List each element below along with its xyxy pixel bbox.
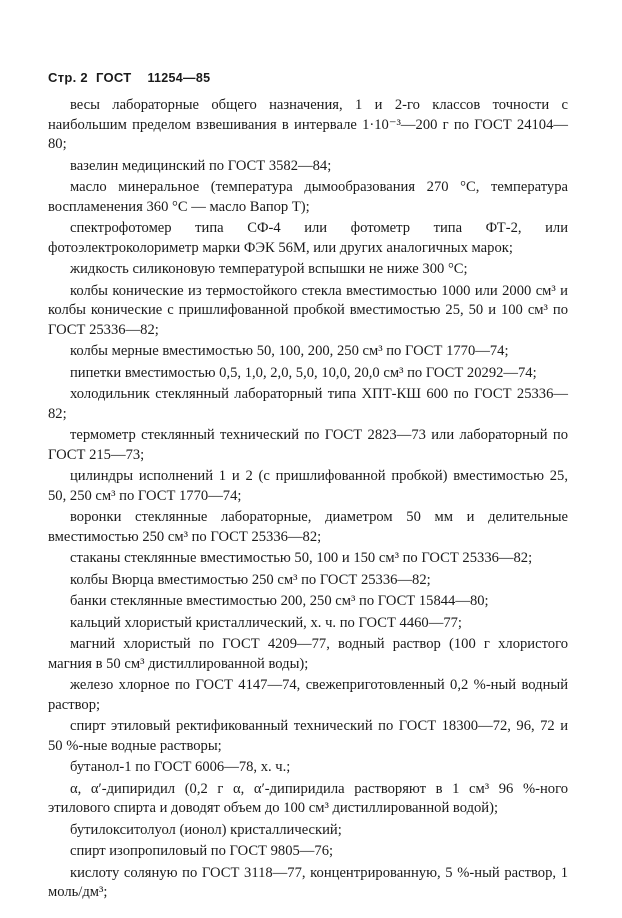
list-item: α, α′-дипиридил (0,2 г α, α′-дипиридила растворяют в 1 см³ 96 %-ного этилового спирта и доводят объем до 100 см³ дистиллированной водой); xyxy=(48,780,568,816)
standard-number: 11254—85 xyxy=(147,71,211,85)
list-item: масло минеральное (температура дымообразования 270 °С, температура воспламенения 360 °С — масло Вапор Т); xyxy=(48,179,568,215)
list-item: бутилокситолуол (ионол) кристаллический; xyxy=(70,821,342,838)
list-item: пипетки вместимостью 0,5, 1,0, 2,0, 5,0, 10,0, 20,0 см³ по ГОСТ 20292—74; xyxy=(70,364,537,381)
list-item: кальций хлористый кристаллический, х. ч. по ГОСТ 4460—77; xyxy=(70,614,462,631)
list-item: колбы мерные вместимостью 50, 100, 200, 250 см³ по ГОСТ 1770—74; xyxy=(70,343,509,359)
list-item: весы лабораторные общего назначения, 1 и 2-го классов точности с наибольшим пределом взвешивания в интервале 1·10⁻³—200 г по ГОСТ 24104—80; xyxy=(48,97,568,152)
list-item: спектрофотомер типа СФ-4 или фотометр типа ФТ-2, или фотоэлектроколориметр марки ФЭК 56М, или других аналогичных марок; xyxy=(48,220,568,256)
page-number-label: Стр. 2 xyxy=(48,70,88,85)
list-item: спирт этиловый ректификованный технический по ГОСТ 18300—72, 96, 72 и 50 %-ные водные растворы; xyxy=(48,718,568,754)
list-item: спирт изопропиловый по ГОСТ 9805—76; xyxy=(70,843,334,859)
list-item: холодильник стеклянный лабораторный типа ХПТ-КШ 600 по ГОСТ 25336—82; xyxy=(48,386,568,422)
list-item: железо хлорное по ГОСТ 4147—74, свежеприготовленный 0,2 %-ный водный раствор; xyxy=(48,677,568,713)
list-item: кислоту соляную по ГОСТ 3118—77, концентрированную, 5 %-ный раствор, 1 моль/дм³; xyxy=(48,864,568,900)
list-item: цилиндры исполнений 1 и 2 (с пришлифованной пробкой) вместимостью 25, 50, 250 см³ по ГОСТ 1770—74; xyxy=(48,468,568,504)
equipment-list xyxy=(48,96,568,905)
list-item: воронки стеклянные лабораторные, диаметром 50 мм и делительные вместимостью 250 см³ по ГОСТ 25336—82; xyxy=(48,509,568,545)
list-item: вазелин медицинский по ГОСТ 3582—84; xyxy=(70,157,332,174)
list-item: колбы Вюрца вместимостью 250 см³ по ГОСТ 25336—82; xyxy=(70,571,431,588)
page-header xyxy=(48,70,218,85)
list-item: жидкость силиконовую температурой вспышки не ниже 300 °С; xyxy=(70,261,468,277)
list-item: бутанол-1 по ГОСТ 6006—78, х. ч.; xyxy=(70,759,291,775)
standard-prefix: ГОСТ xyxy=(95,70,132,85)
list-item: стаканы стеклянные вместимостью 50, 100 и 150 см³ по ГОСТ 25336—82; xyxy=(70,550,533,566)
list-item: термометр стеклянный технический по ГОСТ 2823—73 или лабораторный по ГОСТ 215—73; xyxy=(48,427,568,463)
list-item: колбы конические из термостойкого стекла вместимостью 1000 или 2000 см³ и колбы конические с пришлифованной пробкой вместимостью 25, 50 и 100 см³ по ГОСТ 25336—82; xyxy=(48,282,568,338)
list-item: магний хлористый по ГОСТ 4209—77, водный раствор (100 г хлористого магния в 50 см³ дистиллированной воды); xyxy=(48,636,568,672)
list-item: банки стеклянные вместимостью 200, 250 см³ по ГОСТ 15844—80; xyxy=(70,593,489,609)
